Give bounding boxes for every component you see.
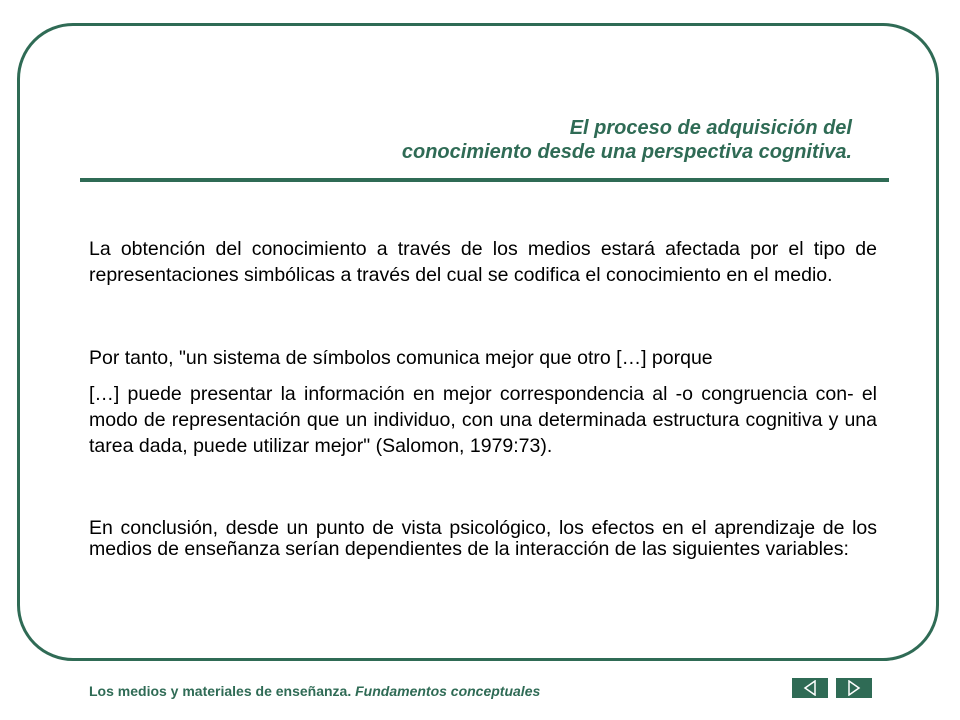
next-slide-button[interactable] (836, 678, 872, 698)
slide-title (402, 116, 852, 164)
paragraph-3: […] puede presentar la información en mejor correspondencia al -o congruencia con- el modo de representación que un individuo, con una determinada estructura cognitiva y una tarea dada, puede utilizar mejor" (Salomon, 1979:73). (89, 383, 877, 457)
title-line-1: El proceso de adquisición del (569, 117, 852, 139)
title-divider (80, 178, 889, 182)
paragraph-2: Por tanto, "un sistema de símbolos comunica mejor que otro […] porque (89, 347, 713, 369)
footer (89, 683, 540, 699)
paragraph-1: La obtención del conocimiento a través de los medios estará afectada por el tipo de representaciones simbólicas a través del cual se codifica el conocimiento en el medio. (89, 238, 877, 286)
previous-slide-button[interactable] (792, 678, 828, 698)
triangle-left-icon (803, 680, 817, 696)
footer-subtitle: Fundamentos conceptuales (355, 683, 541, 699)
triangle-right-icon (847, 680, 861, 696)
title-line-2: conocimiento desde una perspectiva cognitiva. (401, 141, 852, 163)
footer-text: Los medios y materiales de enseñanza. (89, 683, 352, 699)
paragraph-4: En conclusión, desde un punto de vista psicológico, los efectos en el aprendizaje de los medios de enseñanza serían dependientes de la interacción de las siguientes variables: (89, 517, 877, 560)
